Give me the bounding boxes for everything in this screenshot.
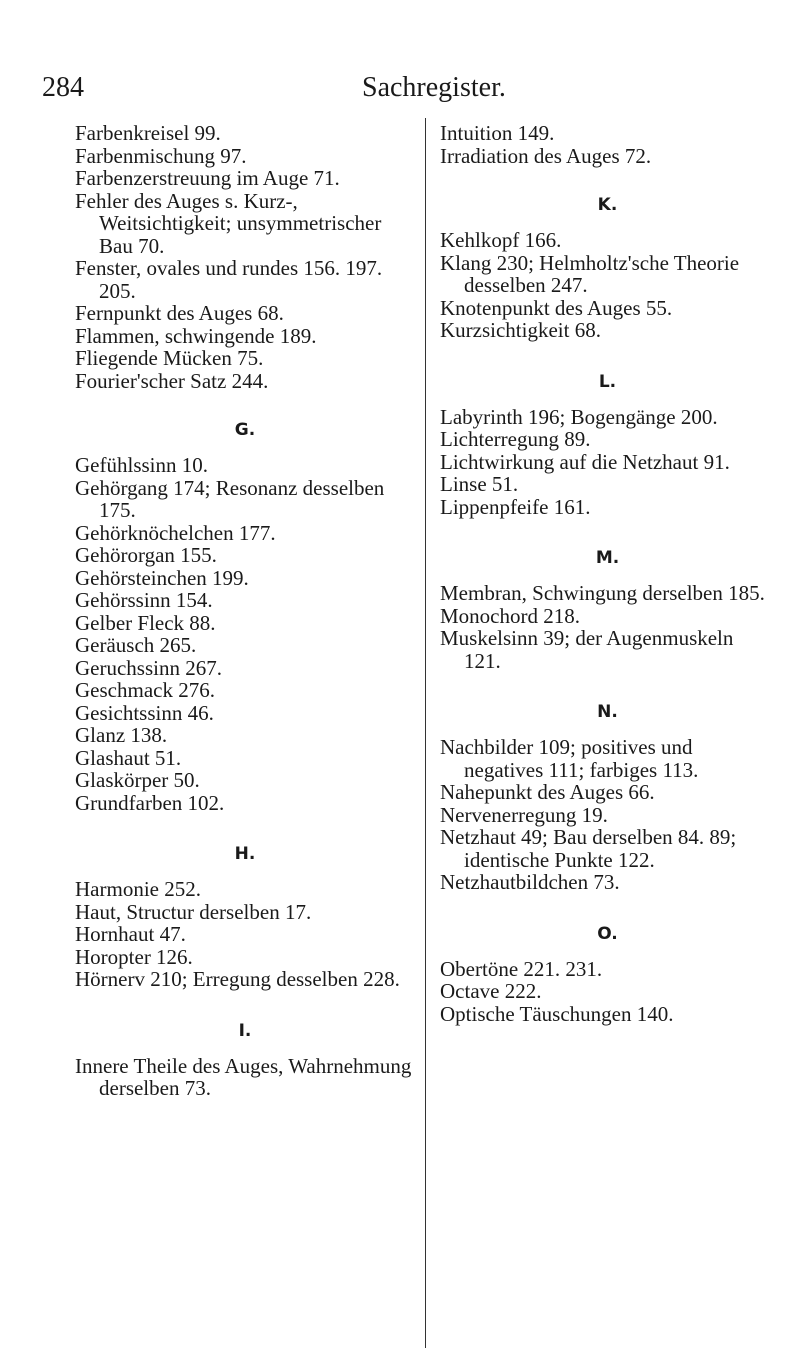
index-entry: Hornhaut 47. xyxy=(75,922,186,946)
column-divider xyxy=(425,118,426,1348)
index-entry: Fourier'scher Satz 244. xyxy=(75,368,269,393)
index-entry: Fliegende Mücken 75. xyxy=(75,346,264,370)
index-entry: Intuition 149. xyxy=(440,121,555,145)
index-entry: Obertöne 221. 231. xyxy=(440,956,603,981)
running-title: Sachregister. xyxy=(362,72,506,103)
index-entry: Fehler des Auges s. Kurz-, Weitsichtigkeit; unsymmetrischer Bau 70. xyxy=(75,188,382,258)
index-entry: Membran, Schwingung derselben 185. xyxy=(440,581,765,605)
index-entry: Gehörgang 174; Resonanz desselben 175. xyxy=(75,475,385,522)
index-entry: Optische Täuschungen 140. xyxy=(440,1001,674,1026)
index-entry: Kehlkopf 166. xyxy=(440,228,562,252)
section-heading-k: K. xyxy=(597,195,618,215)
index-entry: Gefühlssinn 10. xyxy=(75,453,208,477)
section-heading-l: L. xyxy=(598,371,617,392)
index-entry: Knotenpunkt des Auges 55. xyxy=(440,295,673,320)
index-entry: Klang 230; Helmholtz'sche Theorie desselben 247. xyxy=(440,250,740,297)
section-n xyxy=(440,736,775,894)
index-entry: Irradiation des Auges 72. xyxy=(440,143,652,168)
index-entry: Farbenmischung 97. xyxy=(75,143,247,168)
index-entry: Haut, Structur derselben 17. xyxy=(75,899,312,924)
index-entry: Gehörknöchelchen 177. xyxy=(75,520,276,545)
section-heading-h: H. xyxy=(234,844,256,864)
section-f xyxy=(75,122,415,392)
section-i-continued xyxy=(440,122,775,167)
section-heading-i: I. xyxy=(238,1020,252,1041)
index-entry: Flammen, schwingende 189. xyxy=(75,323,317,348)
section-h xyxy=(75,878,415,991)
section-k xyxy=(440,229,775,342)
index-entry: Geruchssinn 267. xyxy=(75,655,222,680)
index-entry: Hörnerv 210; Erregung desselben 228. xyxy=(75,967,400,991)
index-entry: Harmonie 252. xyxy=(75,877,201,901)
index-entry: Farbenzerstreuung im Auge 71. xyxy=(75,166,340,190)
index-entry: Gehörorgan 155. xyxy=(75,543,217,567)
index-entry: Linse 51. xyxy=(440,472,519,496)
index-entry: Muskelsinn 39; der Augenmuskeln 121. xyxy=(440,626,734,673)
section-heading-n: N. xyxy=(597,702,618,722)
section-o xyxy=(440,958,775,1026)
index-entry: Netzhautbildchen 73. xyxy=(440,870,620,894)
index-entry: Geschmack 276. xyxy=(75,678,215,702)
section-l xyxy=(440,406,775,519)
section-i xyxy=(75,1055,415,1100)
index-entry: Labyrinth 196; Bogengänge 200. xyxy=(440,404,718,429)
index-entry: Farbenkreisel 99. xyxy=(75,121,221,145)
index-entry: Gesichtssinn 46. xyxy=(75,700,214,725)
index-column-left xyxy=(75,122,415,1100)
page-number: 284 xyxy=(42,72,84,103)
index-entry: Innere Theile des Auges, Wahrnehmung derselben 73. xyxy=(75,1053,412,1100)
index-entry: Lichterregung 89. xyxy=(440,427,591,451)
index-entry: Kurzsichtigkeit 68. xyxy=(440,318,601,342)
index-entry: Fernpunkt des Auges 68. xyxy=(75,301,284,325)
section-heading-o: O. xyxy=(597,923,618,944)
index-entry: Gelber Fleck 88. xyxy=(75,610,216,635)
section-g xyxy=(75,454,415,814)
index-entry: Fenster, ovales und rundes 156. 197. 205. xyxy=(75,256,383,303)
index-entry: Monochord 218. xyxy=(440,603,580,628)
index-entry: Geräusch 265. xyxy=(75,633,197,657)
index-entry: Netzhaut 49; Bau derselben 84. 89; identische Punkte 122. xyxy=(440,825,737,872)
section-heading-g: G. xyxy=(234,420,256,440)
index-entry: Lippenpfeife 161. xyxy=(440,494,591,519)
index-entry: Lichtwirkung auf die Netzhaut 91. xyxy=(440,449,730,474)
index-entry: Horopter 126. xyxy=(75,944,193,969)
index-entry: Nachbilder 109; positives und negatives 111; farbiges 113. xyxy=(440,735,699,782)
index-entry: Grundfarben 102. xyxy=(75,790,225,815)
index-entry: Glashaut 51. xyxy=(75,745,182,770)
index-entry: Gehörssinn 154. xyxy=(75,588,213,612)
index-entry: Octave 222. xyxy=(440,979,542,1003)
index-entry: Glaskörper 50. xyxy=(75,768,200,792)
index-entry: Gehörsteinchen 199. xyxy=(75,565,249,590)
section-heading-m: M. xyxy=(595,548,620,568)
index-column-right xyxy=(440,122,775,1025)
index-entry: Nahepunkt des Auges 66. xyxy=(440,780,655,804)
page-header xyxy=(0,72,800,112)
section-m xyxy=(440,582,775,672)
index-entry: Glanz 138. xyxy=(75,723,168,747)
index-entry: Nervenerregung 19. xyxy=(440,802,608,827)
